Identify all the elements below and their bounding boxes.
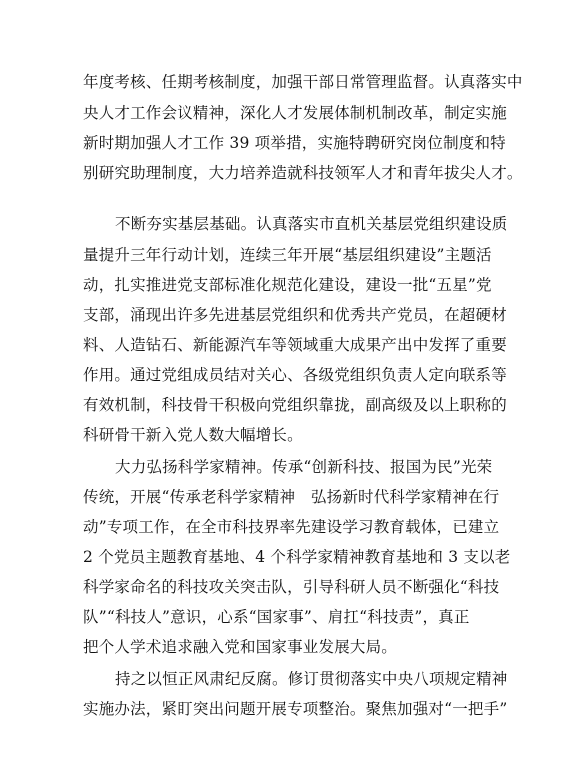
text-line: 科研骨干新入党人数大幅增长。 xyxy=(83,426,303,444)
text-line: 不断夯实基层基础。认真落实市直机关基层党组织建设质 xyxy=(115,215,508,233)
text-line: 作用。通过党组成员结对关心、各级党组织负责人定向联系等 xyxy=(83,366,507,384)
text-line: 新时期加强人才工作 39 项举措，实施特聘研究岗位制度和特 xyxy=(83,134,506,152)
text-line: 量提升三年行动计划，连续三年开展“基层组织建设”主题活 xyxy=(83,246,492,264)
text-line: 年度考核、任期考核制度，加强干部日常管理监督。认真落实中 xyxy=(83,73,523,91)
text-line: 支部，涌现出许多先进基层党组织和优秀共产党员，在超硬材 xyxy=(83,306,507,324)
text-line: 央人才工作会议精神，深化人才发展体制机制改革，制定实施 xyxy=(83,104,507,122)
text-line: 动”专项工作，在全市科技界率先建设学习教育载体，已建立 xyxy=(83,518,500,536)
text-line: 大力弘扬科学家精神。传承“创新科技、报国为民”光荣 xyxy=(115,458,493,476)
text-line: 2 个党员主题教育基地、4 个科学家精神教育基地和 3 支以老 xyxy=(83,548,511,566)
text-line: 科学家命名的科技攻关突击队，引导科研人员不断强化“科技 xyxy=(83,578,500,596)
text-line: 持之以恒正风肃纪反腐。修订贯彻落实中央八项规定精神 xyxy=(115,670,508,688)
text-line: 有效机制，科技骨干积极向党组织靠拢，副高级及以上职称的 xyxy=(83,396,507,414)
text-line: 别研究助理制度，大力培养造就科技领军人才和青年拔尖人才。 xyxy=(83,164,523,182)
text-line: 实施办法，紧盯突出问题开展专项整治。聚焦加强对“一把手” xyxy=(83,700,508,718)
text-line: 动，扎实推进党支部标准化规范化建设，建设一批“五星”党 xyxy=(83,276,492,294)
text-line: 料、人造钻石、新能源汽车等领域重大成果产出中发挥了重要 xyxy=(83,336,507,354)
text-line: 传统，开展“传承老科学家精神 弘扬新时代科学家精神在行 xyxy=(83,488,500,506)
text-line: 把个人学术追求融入党和国家事业发展大局。 xyxy=(83,638,398,656)
text-line: 队”“科技人”意识，心系“国家事”、肩扛“科技责”，真正 xyxy=(83,608,470,626)
